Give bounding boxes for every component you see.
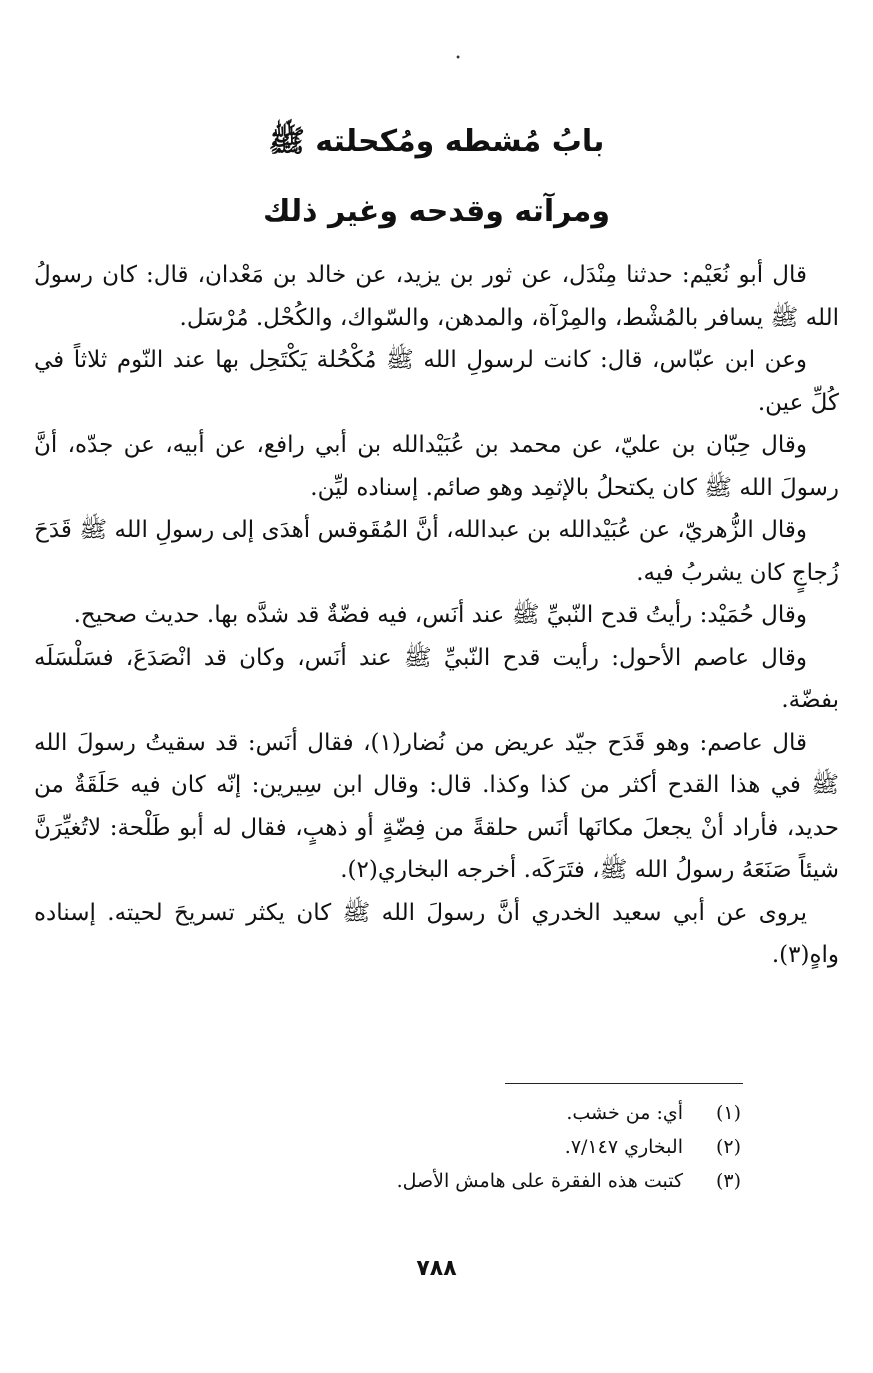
footnote-number: (١) xyxy=(715,1102,741,1124)
footnote-separator xyxy=(505,1083,743,1084)
footnote-text: أي: من خشب. xyxy=(566,1102,683,1124)
paragraph: يروى عن أبي سعيد الخدري أنَّ رسولَ الله ﷺ كان يكثر تسريحَ لحيته. إسناده واهٍ(٣). xyxy=(34,899,839,968)
footnote xyxy=(141,1164,741,1198)
footnote xyxy=(141,1130,741,1164)
footnote-number: (٣) xyxy=(715,1170,741,1192)
chapter-subtitle: ومرآته وقدحه وغير ذلك xyxy=(262,194,611,229)
footnote-text: البخاري ٧/١٤٧. xyxy=(564,1136,683,1158)
paragraph: قال أبو نُعَيْم: حدثنا مِنْدَل، عن ثور بن يزيد، عن خالد بن مَعْدان، قال: كان رسولُ الله ﷺ يسافر بالمُشْط، والمِرْآة، والمدهن، والسّواك، والكُحْل. مُرْسَل. xyxy=(34,262,839,331)
footnote-number: (٢) xyxy=(715,1136,741,1158)
paragraph: وقال الزُّهريّ، عن عُبَيْدالله بن عبدالله، أنَّ المُقَوقس أهدَى إلى رسولِ الله ﷺ قَدَحَ زُجاجٍ كان يشربُ فيه. xyxy=(34,517,839,586)
paragraph: قال عاصم: وهو قَدَح جيّد عريض من نُضار(١)، فقال أنَس: قد سقيتُ رسولَ الله ﷺ في هذا القدح أكثر من كذا وكذا. قال: وقال ابن سِيرين: إنّه كان فيه حَلَقَةٌ من حديد، فأراد أنْ يجعلَ مكانَها أنَس حلقةً من فِضّةٍ أو ذهبٍ، فقال له أبو طَلْحة: لاتُغيِّرَنَّ شيئاً صَنَعَهُ رسولُ الله ﷺ، فتَرَكَه. أخرجه البخاري(٢). xyxy=(34,729,839,883)
paragraph: وقال حِبّان بن عليّ، عن محمد بن عُبَيْدالله بن أبي رافع، عن أبيه، عن جدّه، أنَّ رسولَ الله ﷺ كان يكتحلُ بالإثمِد وهو صائم. إسناده ليِّن. xyxy=(34,432,839,501)
footnote-text: كتبت هذه الفقرة على هامش الأصل. xyxy=(396,1170,683,1192)
footnote xyxy=(141,1096,741,1130)
paragraph: وعن ابن عبّاس، قال: كانت لرسولِ الله ﷺ مُكْحُلة يَكْتَحِل بها عند النّوم ثلاثاً في كُلِّ عين. xyxy=(34,347,839,416)
page-number: ٧٨٨ xyxy=(416,1256,457,1281)
top-mark: • xyxy=(455,53,461,64)
body-text xyxy=(34,254,839,977)
footnotes xyxy=(141,1096,741,1198)
paragraph: وقال حُمَيْد: رأيتُ قدح النّبيِّ ﷺ عند أنَس، فيه فضّةٌ قد شدَّه بها. حديث صحيح. xyxy=(73,602,807,628)
chapter-title: بابُ مُشطه ومُكحلته ﷺ xyxy=(268,124,605,159)
paragraph: وقال عاصم الأحول: رأيت قدح النّبيِّ ﷺ عند أنَس، وكان قد انْصَدَعَ، فسَلْسَلَه بفضّة. xyxy=(34,644,839,713)
